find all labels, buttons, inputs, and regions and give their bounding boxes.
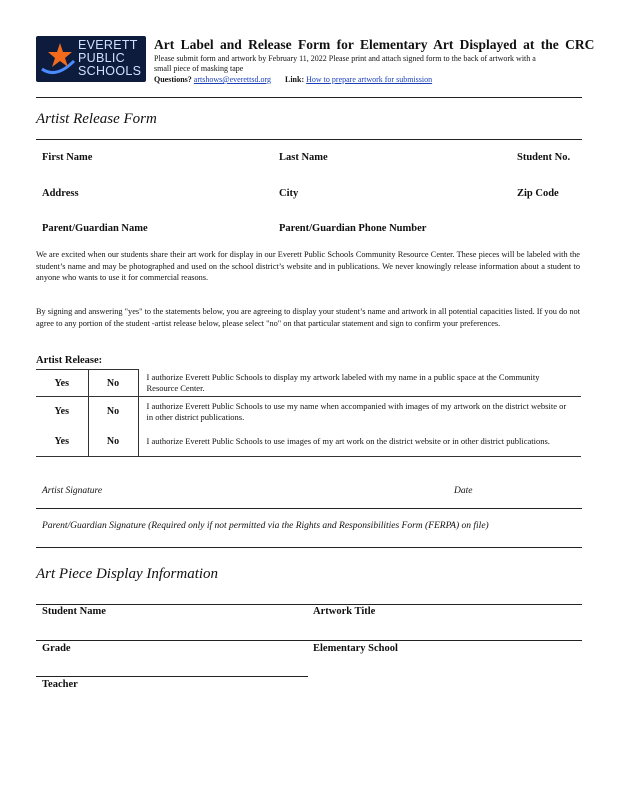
student-no-field[interactable]: Student No. bbox=[517, 152, 571, 163]
table-row bbox=[36, 397, 581, 427]
teacher-field[interactable]: Teacher bbox=[42, 679, 78, 690]
artist-release-table bbox=[36, 369, 581, 457]
logo-text: EVERETT PUBLIC SCHOOLS bbox=[78, 38, 142, 78]
no-option[interactable]: No bbox=[88, 427, 138, 457]
field-line bbox=[36, 640, 582, 641]
release-consent-paragraph: By signing and answering "yes" to the statements below, you are agreeing to display your student’s name and artwork in all potential capacities listed. If you do not agree to any portion of the student -artist release below, please select "no" on that particular statement and sign to confirm your preferences. bbox=[36, 307, 580, 328]
yes-option[interactable]: Yes bbox=[36, 427, 88, 457]
form-title: Art Label and Release Form for Elementary Art Displayed at the CRC bbox=[154, 37, 595, 52]
no-option[interactable]: No bbox=[88, 397, 138, 427]
parent-phone-field[interactable]: Parent/Guardian Phone Number bbox=[279, 223, 427, 234]
header-divider bbox=[36, 97, 582, 98]
grade-field[interactable]: Grade bbox=[42, 643, 71, 654]
elementary-school-field[interactable]: Elementary School bbox=[313, 643, 398, 654]
section-divider bbox=[36, 604, 582, 605]
first-name-field[interactable]: First Name bbox=[42, 152, 93, 163]
release-statement: I authorize Everett Public Schools to use my name when accompanied with images of my artwork on the district website or in other district publications. bbox=[138, 397, 581, 427]
student-name-field[interactable]: Student Name bbox=[42, 606, 106, 617]
last-name-field[interactable]: Last Name bbox=[279, 152, 328, 163]
artist-signature-field[interactable]: Artist Signature bbox=[42, 486, 103, 496]
zip-code-field[interactable]: Zip Code bbox=[517, 188, 559, 199]
artist-release-heading: Artist Release: bbox=[36, 355, 103, 366]
table-row bbox=[36, 427, 581, 457]
signature-line bbox=[36, 508, 582, 509]
release-statement: I authorize Everett Public Schools to use images of my art work on the district website or in other district publications. bbox=[138, 427, 581, 457]
signature-line bbox=[36, 547, 582, 548]
submission-instructions: Please submit form and artwork by February 11, 2022 Please print and attach signed form to the back of artwork with a bbox=[154, 54, 536, 63]
everett-public-schools-logo bbox=[36, 36, 146, 82]
questions-line bbox=[154, 75, 432, 84]
field-line bbox=[36, 676, 308, 677]
star-swoosh-icon bbox=[38, 39, 78, 79]
release-statement: I authorize Everett Public Schools to display my artwork labeled with my name in a public space at the Community Resource Center. bbox=[138, 370, 581, 397]
link-label: Link: bbox=[285, 75, 305, 84]
questions-label: Questions? bbox=[154, 75, 192, 84]
submission-instructions-cont: small piece of masking tape bbox=[154, 64, 244, 73]
yes-option[interactable]: Yes bbox=[36, 370, 88, 397]
no-option[interactable]: No bbox=[88, 370, 138, 397]
address-field[interactable]: Address bbox=[42, 188, 79, 199]
parent-name-field[interactable]: Parent/Guardian Name bbox=[42, 223, 148, 234]
date-field[interactable]: Date bbox=[454, 486, 473, 496]
prepare-artwork-link[interactable]: How to prepare artwork for submission bbox=[306, 75, 433, 84]
yes-option[interactable]: Yes bbox=[54, 406, 69, 418]
parent-signature-field[interactable]: Parent/Guardian Signature (Required only if not permitted via the Rights and Responsibilities Form (FERPA) on file) bbox=[42, 521, 489, 531]
release-intro-paragraph: We are excited when our students share their art work for display in our Everett Public Schools Community Resource Center. These pieces will be labeled with the student’s name and may be photographed and used on the school district’s website and in publications. We never knowingly release information about a student to anyone who wants to use it for commercial reasons. bbox=[36, 250, 580, 282]
section-title-art-piece-display: Art Piece Display Information bbox=[36, 566, 219, 582]
table-row bbox=[36, 370, 581, 397]
city-field[interactable]: City bbox=[279, 188, 299, 199]
artwork-title-field[interactable]: Artwork Title bbox=[313, 606, 376, 617]
section-divider bbox=[36, 139, 582, 140]
section-title-artist-release-form: Artist Release Form bbox=[36, 111, 157, 127]
questions-email-link[interactable]: artshows@everettsd.org bbox=[193, 75, 271, 84]
